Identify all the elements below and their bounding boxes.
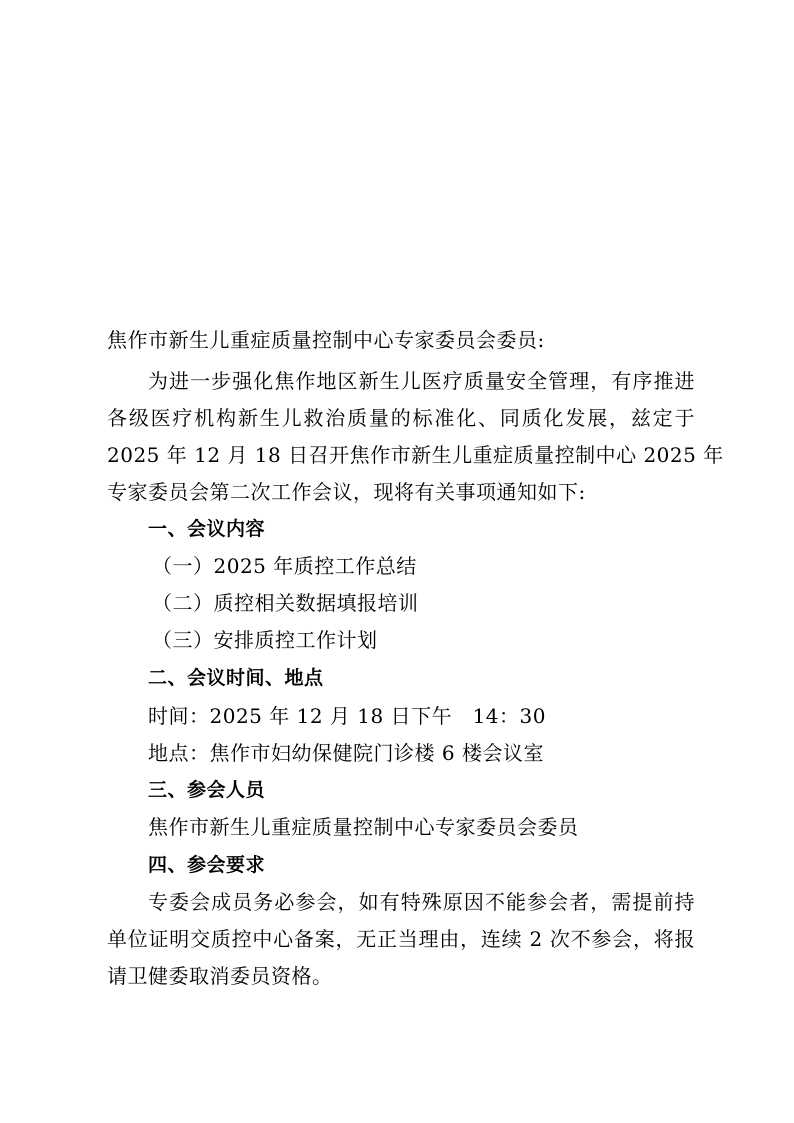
list-item: （二）质控相关数据填报培训 <box>152 591 419 615</box>
list-item: （三）安排质控工作计划 <box>152 628 378 652</box>
meeting-place: 地点：焦作市妇幼保健院门诊楼 6 楼会议室 <box>148 741 544 765</box>
requirements-line-1: 专委会成员务必参会，如有特殊原因不能参会者，需提前持 <box>148 890 695 914</box>
intro-line-4: 专家委员会第二次工作会议，现将有关事项通知如下: <box>107 480 586 504</box>
intro-line-2: 各级医疗机构新生儿救治质量的标准化、同质化发展，兹定于 <box>107 406 695 430</box>
attendees-text: 焦作市新生儿重症质量控制中心专家委员会委员 <box>148 815 579 839</box>
intro-line-1: 为进一步强化焦作地区新生儿医疗质量安全管理，有序推进 <box>148 369 695 393</box>
section-heading-time-place: 二、会议时间、地点 <box>148 667 324 689</box>
salutation: 焦作市新生儿重症质量控制中心专家委员会委员: <box>107 328 545 352</box>
requirements-line-2: 单位证明交质控中心备案，无正当理由，连续 2 次不参会，将报 <box>107 927 695 951</box>
section-heading-attendees: 三、参会人员 <box>148 779 266 801</box>
section-heading-meeting-content: 一、会议内容 <box>148 518 266 540</box>
meeting-time: 时间：2025 年 12 月 18 日下午 14：30 <box>148 704 546 728</box>
requirements-line-3: 请卫健委取消委员资格。 <box>107 964 333 988</box>
section-heading-requirements: 四、参会要求 <box>148 854 266 876</box>
intro-line-3: 2025 年 12 月 18 日召开焦作市新生儿重症质量控制中心 2025 年 <box>107 443 724 467</box>
list-item: （一）2025 年质控工作总结 <box>152 554 417 578</box>
